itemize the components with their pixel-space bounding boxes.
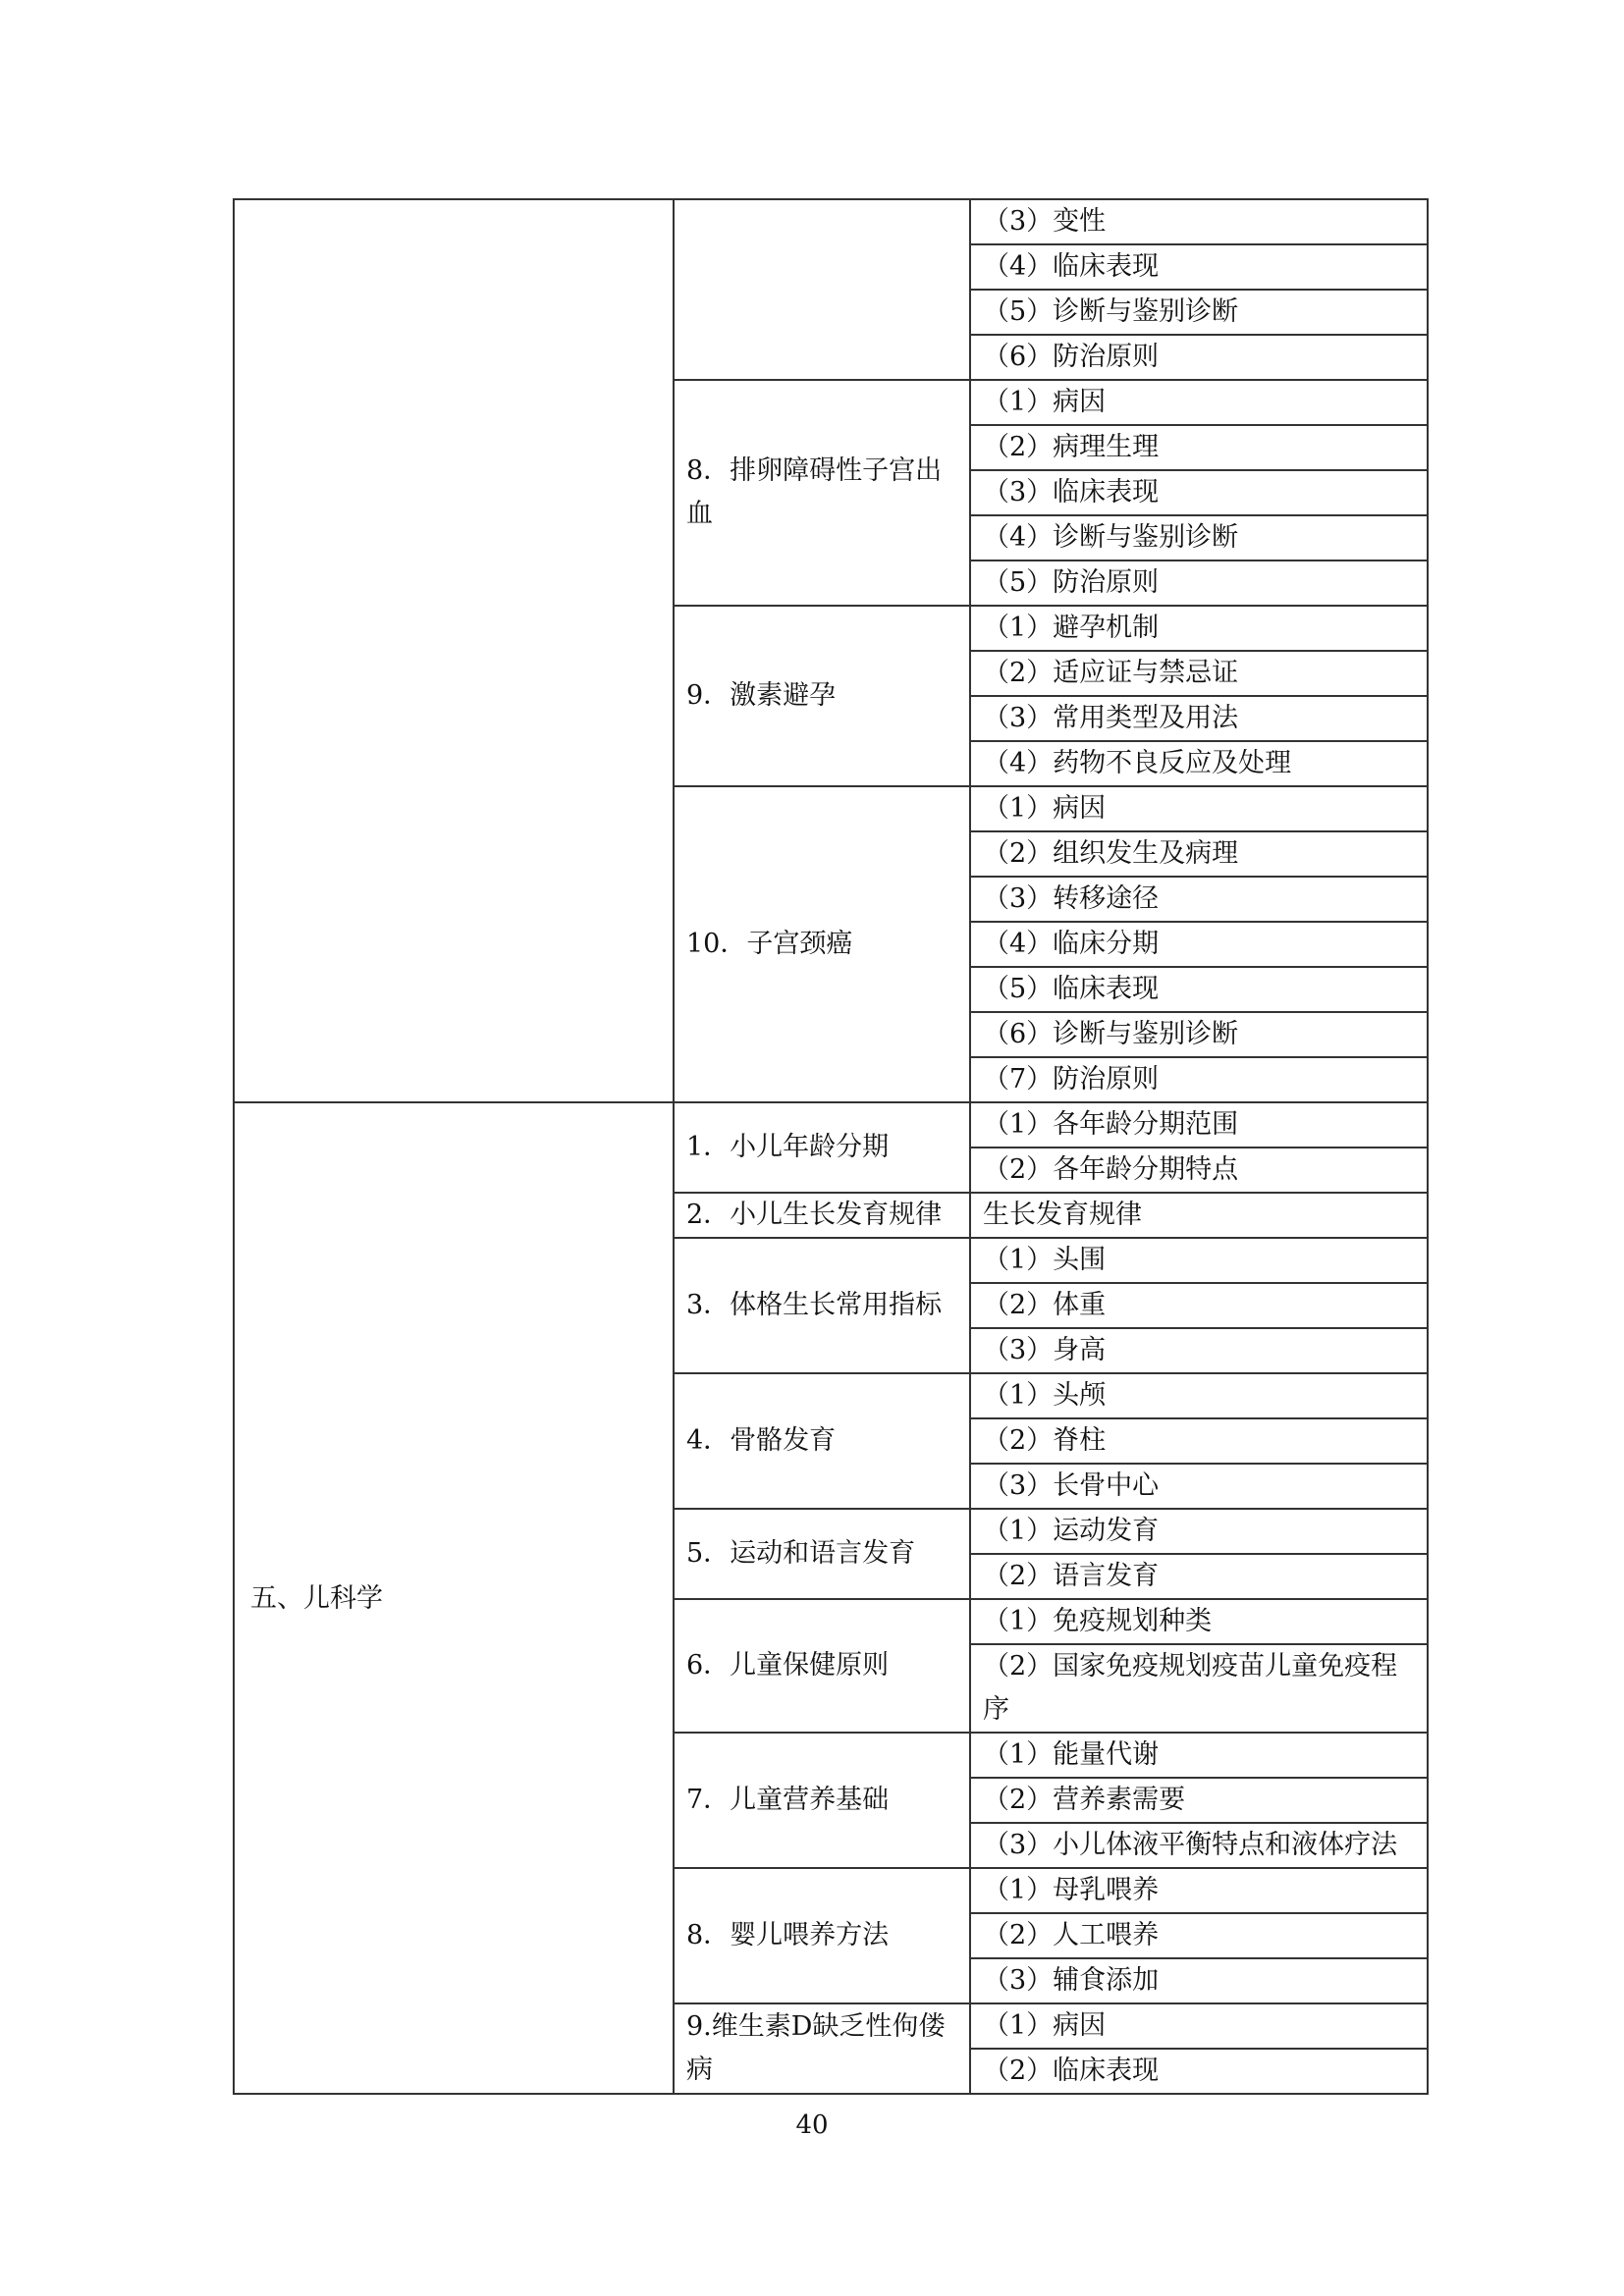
table-row [234,1102,1428,1148]
item-cell: （1）避孕机制 [970,606,1428,651]
item-cell: （3）辅食添加 [970,1958,1428,2003]
item-cell: （6）诊断与鉴别诊断 [970,1012,1428,1057]
topic-cell: 3．体格生长常用指标 [674,1238,970,1373]
topic-cell: 8．婴儿喂养方法 [674,1868,970,2003]
item-cell: （1）运动发育 [970,1509,1428,1554]
item-cell: （3）小儿体液平衡特点和液体疗法 [970,1823,1428,1868]
item-cell: （3）变性 [970,199,1428,244]
item-cell: （2）临床表现 [970,2049,1428,2094]
item-cell: （2）人工喂养 [970,1913,1428,1958]
item-cell: （2）体重 [970,1283,1428,1328]
topic-cell: 8．排卵障碍性子宫出血 [674,380,970,606]
item-cell: （2）国家免疫规划疫苗儿童免疫程序 [970,1644,1428,1733]
item-cell: （3）常用类型及用法 [970,696,1428,741]
item-cell: （5）防治原则 [970,561,1428,606]
item-cell: （5）诊断与鉴别诊断 [970,290,1428,335]
item-cell: （5）临床表现 [970,967,1428,1012]
topic-cell: 4．骨骼发育 [674,1373,970,1509]
table-row [234,199,1428,244]
topic-cell [674,199,970,380]
item-cell: （1）头围 [970,1238,1428,1283]
subject-cell [234,199,674,1102]
item-cell: （1）免疫规划种类 [970,1599,1428,1644]
item-cell: （2）各年龄分期特点 [970,1148,1428,1193]
item-cell: （4）药物不良反应及处理 [970,741,1428,786]
item-cell: （3）临床表现 [970,470,1428,515]
item-cell: （2）脊柱 [970,1418,1428,1464]
topic-cell: 7．儿童营养基础 [674,1733,970,1868]
item-cell: （1）能量代谢 [970,1733,1428,1778]
item-cell: 生长发育规律 [970,1193,1428,1238]
item-cell: （2）病理生理 [970,425,1428,470]
topic-cell: 1．小儿年龄分期 [674,1102,970,1193]
item-cell: （2）语言发育 [970,1554,1428,1599]
subject-cell: 五、儿科学 [234,1102,674,2094]
item-cell: （1）病因 [970,380,1428,425]
topic-cell: 9.维生素D缺乏性佝偻病 [674,2003,970,2094]
syllabus-table [233,198,1429,2095]
item-cell: （2）营养素需要 [970,1778,1428,1823]
topic-cell: 2．小儿生长发育规律 [674,1193,970,1238]
item-cell: （3）长骨中心 [970,1464,1428,1509]
item-cell: （1）病因 [970,2003,1428,2049]
item-cell: （3）转移途径 [970,877,1428,922]
topic-cell: 10．子宫颈癌 [674,786,970,1102]
item-cell: （1）各年龄分期范围 [970,1102,1428,1148]
page-number: 40 [795,2110,829,2140]
item-cell: （4）临床分期 [970,922,1428,967]
topic-cell: 6．儿童保健原则 [674,1599,970,1733]
item-cell: （2）适应证与禁忌证 [970,651,1428,696]
topic-cell: 5．运动和语言发育 [674,1509,970,1599]
item-cell: （1）头颅 [970,1373,1428,1418]
item-cell: （1）母乳喂养 [970,1868,1428,1913]
item-cell: （4）临床表现 [970,244,1428,290]
item-cell: （7）防治原则 [970,1057,1428,1102]
item-cell: （2）组织发生及病理 [970,831,1428,877]
item-cell: （3）身高 [970,1328,1428,1373]
item-cell: （6）防治原则 [970,335,1428,380]
item-cell: （1）病因 [970,786,1428,831]
topic-cell: 9．激素避孕 [674,606,970,786]
item-cell: （4）诊断与鉴别诊断 [970,515,1428,561]
